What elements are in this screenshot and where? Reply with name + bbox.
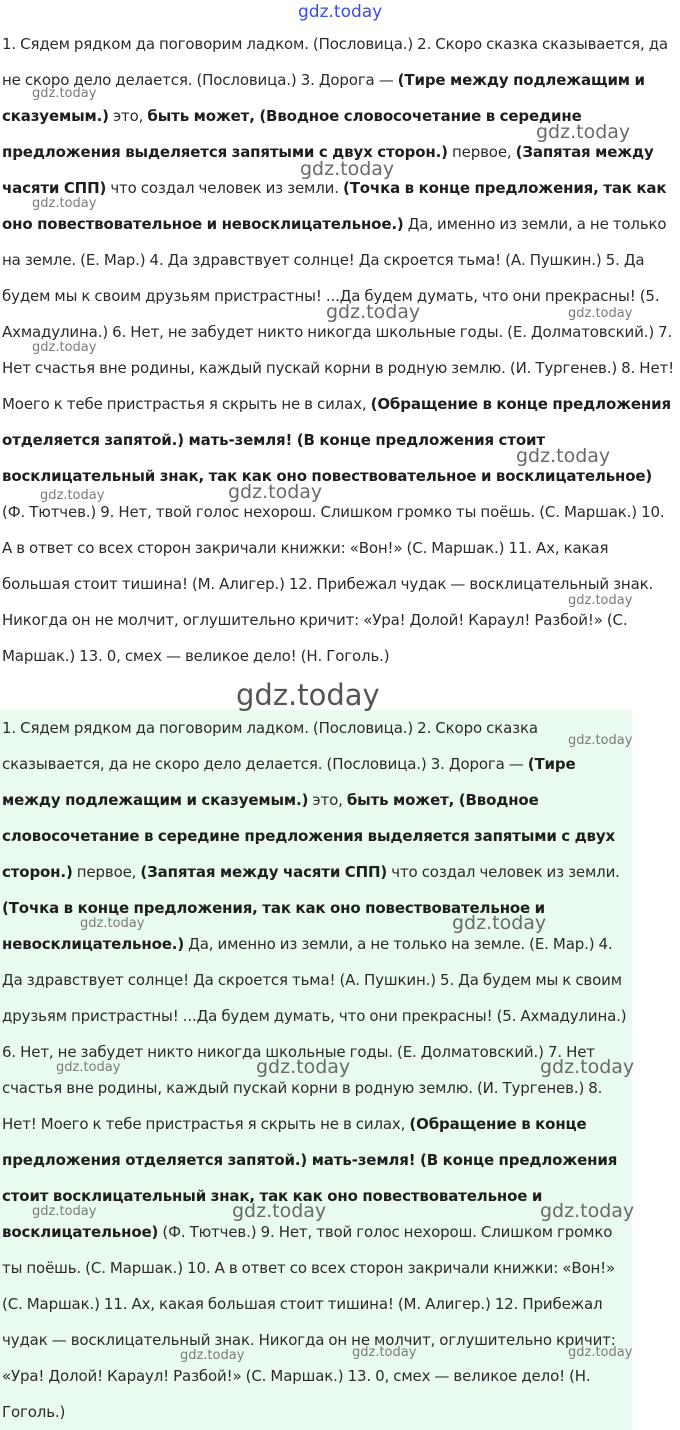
bold-comment: (Тире между подлежащим и сказуемым.) [2,71,645,125]
text-segment: первое, [447,143,516,161]
watermark: gdz.today [516,445,611,467]
text-segment: первое, [72,863,141,881]
watermark: gdz.today [256,1056,351,1078]
bold-comment: быть может, (Вводное словосочетание в середине предложения выделяется запятыми с двух сторон.) [2,107,582,161]
watermark: gdz.today [180,1348,245,1363]
bold-comment: (Точка в конце предложения, так как оно повествовательное и невосклицательное.) [2,899,546,953]
watermark-large: gdz.today [236,678,380,712]
watermark: gdz.today [32,340,97,355]
bold-comment: (Запятая между часяти СПП) [2,143,654,197]
watermark: gdz.today [56,1060,121,1075]
watermark: gdz.today [540,1056,635,1078]
watermark: gdz.today [568,593,633,608]
watermark: gdz.today [540,1200,635,1222]
bold-comment: (Точка в конце предложения, так как оно повествовательное и невосклицательное.) [2,179,667,233]
text-segment: Да, именно из земли, а не только на земле. (Е. Мар.) 4. Да здравствует солнце! Да скроется тьма! (А. Пушкин.) 5. Да будем мы к своим друзьям пристрастны! ...Да будем думать, что они прекрасны! (5. Ахмадулина.) 6. Нет, не забудет никто никогда школьные годы. (Е. Долматовский.) 7. Нет счастья вне родины, каждый пускай корни в родную землю. (И. Тургенев.) 8. Нет! Моего к тебе пристрастья я скрыть не в силах, [2,215,674,413]
text-segment: 1. Сядем рядком да поговорим ладком. (Пословица.) 2. Скоро сказка сказывается, да не скоро дело делается. (Пословица.) 3. Дорога — [2,35,668,89]
text-segment: (Ф. Тютчев.) 9. Нет, твой голос нехорош. Слишком громко ты поёшь. (С. Маршак.) 10. А в ответ со всех сторон закричали книжки: «Вон!» (С. Маршак.) 11. Ах, какая большая стоит тишина! (М. Алигер.) 12. Прибежал чудак — восклицательный знак. Никогда он не молчит, оглушительно кричит: «Ура! Долой! Караул! Разбой!» (С. Маршак.) 13. 0, смех — великое дело! (Н. Гоголь.) [2,503,665,665]
watermark: gdz.today [40,488,105,503]
text-segment: это, [108,107,148,125]
watermark: gdz.today [568,306,633,321]
watermark: gdz.today [536,121,631,143]
text-segment: это, [308,791,347,809]
answer-text-highlighted [2,710,628,1430]
text-segment: 1. Сядем рядком да поговорим ладком. (Пословица.) 2. Скоро сказка сказывается, да не скоро дело делается. (Пословица.) 3. Дорога — [2,719,538,773]
bold-comment: (Обращение в конце предложения отделяется запятой.) мать-земля! (В конце предложения стоит восклицательный знак, так как оно повествовательное и восклицательное) [2,1115,618,1241]
watermark: gdz.today [32,1204,97,1219]
watermark: gdz.today [32,86,97,101]
bold-comment: быть может, (Вводное словосочетание в середине предложения выделяется запятыми с двух сторон.) [2,791,616,881]
text-segment: что создал человек из земли. [387,863,620,881]
text-segment: что создал человек из земли. [106,179,343,197]
watermark: gdz.today [326,301,421,323]
bold-comment: (Тире между подлежащим и сказуемым.) [2,755,576,809]
bold-comment: (Запятая между часяти СПП) [140,863,388,881]
watermark: gdz.today [32,196,97,211]
watermark-top: gdz.today [298,2,383,22]
watermark: gdz.today [352,1345,417,1360]
bold-comment: (Обращение в конце предложения отделяется запятой.) мать-земля! (В конце предложения стоит восклицательный знак, так как оно повествовательное и восклицательное) [2,395,671,485]
watermark: gdz.today [80,916,145,931]
watermark: gdz.today [568,1345,633,1360]
text-segment: (Ф. Тютчев.) 9. Нет, твой голос нехорош. Слишком громко ты поёшь. (С. Маршак.) 10. А в ответ со всех сторон закричали книжки: «Вон!» (С. Маршак.) 11. Ах, какая большая стоит тишина! (М. Алигер.) 12. Прибежал чудак — восклицательный знак. Никогда он не молчит, оглушительно кричит: «Ура! Долой! Караул! Разбой!» (С. Маршак.) 13. 0, смех — великое дело! (Н. Гоголь.) [2,1223,616,1421]
watermark: gdz.today [452,912,547,934]
text-segment: Да, именно из земли, а не только на земле. (Е. Мар.) 4. Да здравствует солнце! Да скроется тьма! (А. Пушкин.) 5. Да будем мы к своим друзьям пристрастны! ...Да будем думать, что они прекрасны! (5. Ахмадулина.) 6. Нет, не забудет никто никогда школьные годы. (Е. Долматовский.) 7. Нет счастья вне родины, каждый пускай корни в родную землю. (И. Тургенев.) 8. Нет! Моего к тебе пристрастья я скрыть не в силах, [2,935,627,1133]
watermark: gdz.today [232,1200,327,1222]
watermark: gdz.today [228,481,323,503]
answer-text-plain [2,26,678,674]
watermark: gdz.today [568,733,633,748]
watermark: gdz.today [300,158,395,180]
